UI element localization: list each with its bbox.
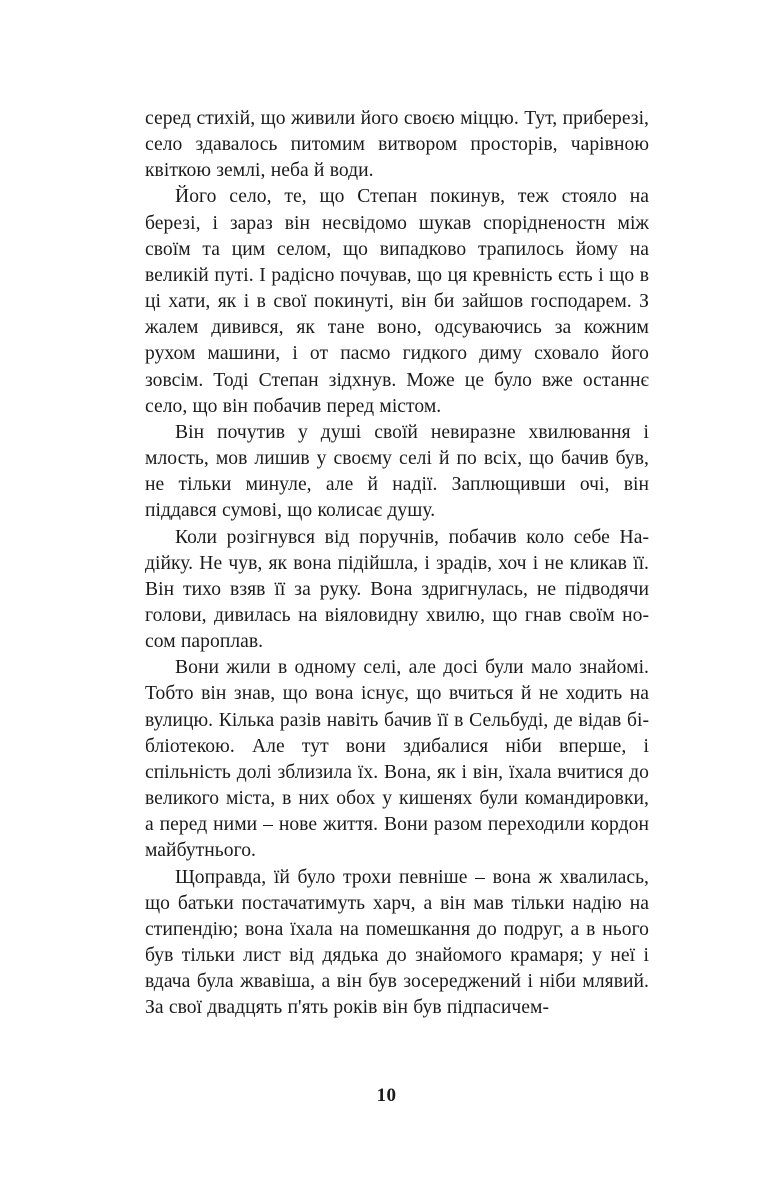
paragraph-3: Він почутив у душі своїй невиразне хвилювання і млость, мов лишив у своєму селі й по всіх, що бачив був, не тільки минуле, але й надії. Заплющивши очі, він піддався сумові, що колисає душу. [145, 421, 649, 522]
paragraph-4: Коли розігнувся від поручнів, побачив коло себе Надійку. Не чув, як вона підійшла, і зрадів, хоч і не кликав її. Він тихо взяв її за руку. Вона здригнулась, не підводячи голови, дивилась на віяловидну хвилю, що гнав своїм носом пароплав. [145, 526, 649, 653]
page-number: 10 [376, 1085, 397, 1106]
paragraph-5: Вони жили в одному селі, але досі були мало знайомі. Тобто він знав, що вона існує, що вчиться й не ходить на вулицю. Кілька разів навіть бачив її в Сельбуді, де відав бібліотекою. Але тут вони здибалися ніби вперше, і спільність долі зблизила їх. Вона, як і він, їхала вчитися до великого міста, в них обох у кишенях були командировки, а перед ними – нове життя. Вони разом переходили кордон майбутнього. [145, 657, 649, 862]
paragraph-6: Щоправда, їй було трохи певніше – вона ж хвалилась, що батьки постачатимуть харч, а він мав тільки надію на стипендію; вона їхала на помешкання до подруг, а в нього був тільки лист від дядька до знайомого крамаря; у неї і вдача була жвавіша, а він був зосереджений і ніби млявий. За свої двадцять п'ять років він був підпасичем- [145, 866, 649, 1019]
paragraph-1: серед стихій, що живили його своєю міццю. Тут, приберезі, село здавалось питомим витвором просторів, чарівною квіткою землі, неба й води. [145, 108, 649, 182]
paragraph-2: Його село, те, що Степан покинув, теж стояло на березі, і зараз він несвідомо шукав спорідненостн між своїм та цим селом, що випадково трапилось йому на великій путі. І радісно почував, що ця кревність єсть і що в ці хати, як і в свої покинуті, він би зайшов господарем. З жалем дивився, як тане воно, одсуваючись за кожним рухом машини, і от пасмо гидкого диму сховало його зовсім. Тоді Степан зідхнув. Може це було вже останнє село, що він побачив перед містом. [145, 186, 649, 417]
body-text-block [145, 106, 649, 1021]
